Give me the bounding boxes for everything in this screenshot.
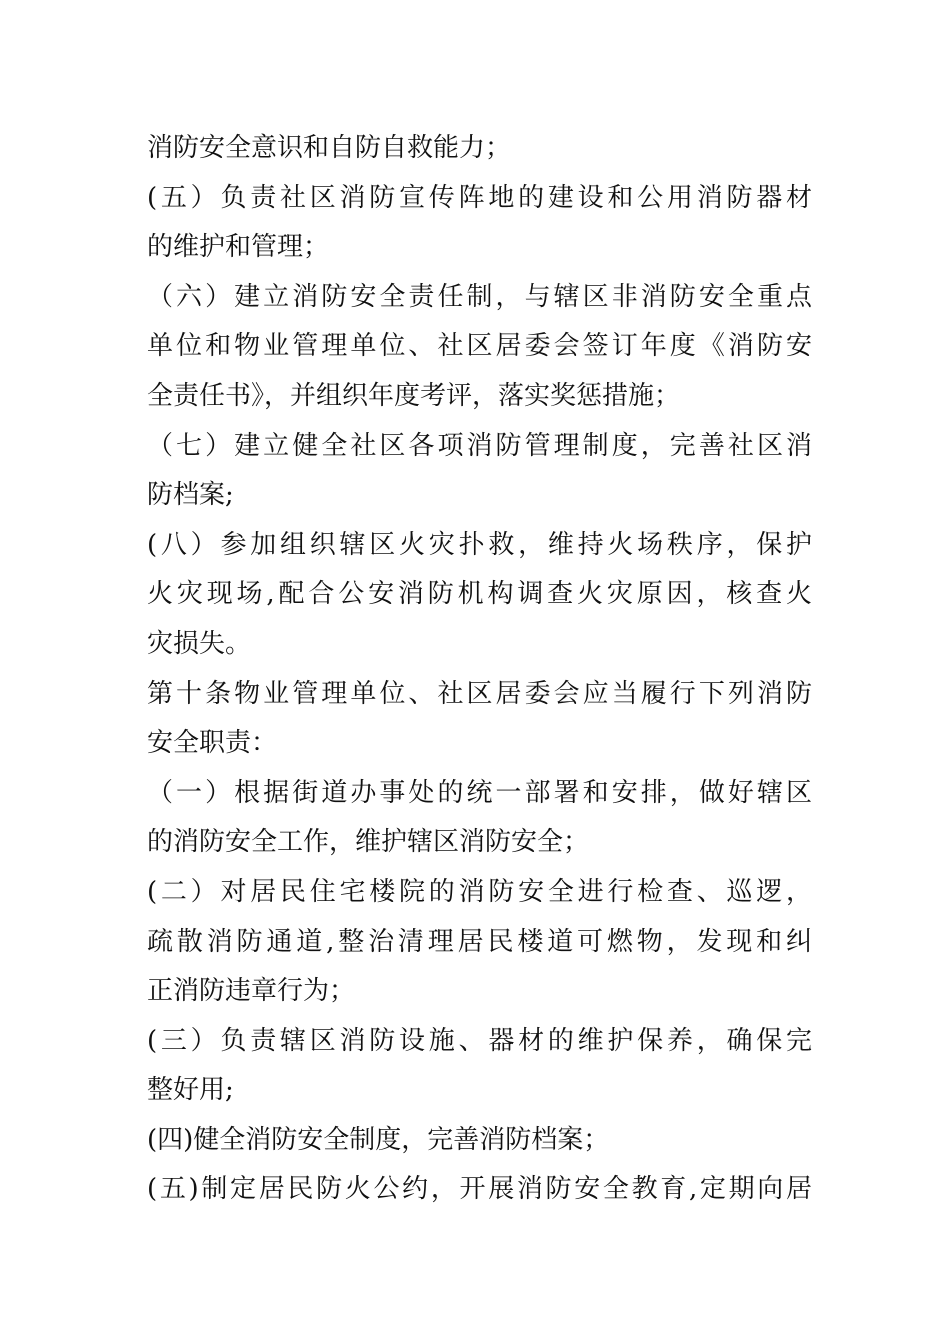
text-line: 单位和物业管理单位、社区居委会签订年度《消防安 (147, 331, 812, 362)
text-line: 的消防安全工作，维护辖区消防安全； (147, 827, 590, 858)
text-line: 正消防违章行为； (147, 976, 356, 1007)
text-line: 疏散消防通道,整治清理居民楼道可燃物，发现和纠 (147, 926, 812, 957)
text-line: 的维护和管理； (147, 232, 330, 263)
text-line: (四)健全消防安全制度，完善消防档案； (147, 1124, 610, 1155)
text-line: 火灾现场,配合公安消防机构调查火灾原因，核查火 (147, 579, 812, 610)
text-line: 灾损失。 (147, 628, 252, 659)
text-line: (八）参加组织辖区火灾扑救，维持火场秩序，保护 (147, 529, 812, 560)
text-line: (三）负责辖区消防设施、器材的维护保养，确保完 (147, 1025, 812, 1056)
text-line: (二）对居民住宅楼院的消防安全进行检查、巡逻， (147, 876, 812, 907)
document-body (147, 124, 812, 1215)
text-line: 安全职责： (147, 728, 278, 759)
text-line: 第十条物业管理单位、社区居委会应当履行下列消防 (147, 678, 812, 709)
text-line: （六）建立消防安全责任制，与辖区非消防安全重点 (147, 281, 812, 312)
text-line: （一）根据街道办事处的统一部署和安排，做好辖区 (147, 777, 812, 808)
text-line: (五）负责社区消防宣传阵地的建设和公用消防器材 (147, 182, 812, 213)
text-line: 整好用; (147, 1075, 234, 1106)
text-line: 全责任书》，并组织年度考评，落实奖惩措施； (147, 380, 681, 411)
text-line: 防档案; (147, 480, 234, 511)
text-line: 消防安全意识和自防自救能力； (147, 133, 512, 163)
text-line: (五)制定居民防火公约，开展消防安全教育,定期向居 (147, 1174, 812, 1205)
text-line: （七）建立健全社区各项消防管理制度，完善社区消 (147, 430, 812, 461)
